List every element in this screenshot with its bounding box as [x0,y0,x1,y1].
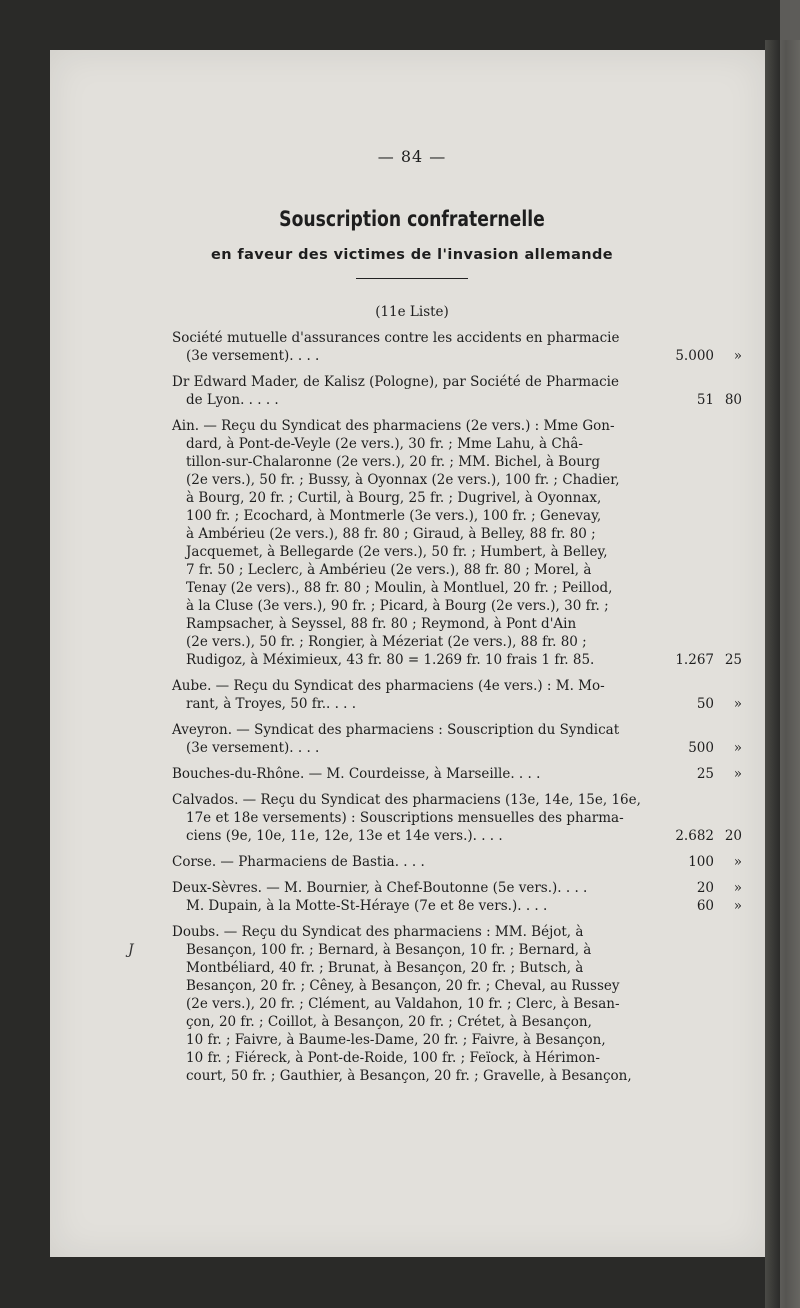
entry-line: Besançon, 20 fr. ; Cêney, à Besançon, 20 fr. ; Cheval, au Russey [186,978,620,994]
entry-line: ciens (9e, 10e, 11e, 12e, 13e et 14e vers.). . . . [186,828,503,844]
entry-line: dard, à Pont-de-Veyle (2e vers.), 30 fr. ; Mme Lahu, à Châ- [186,436,583,452]
amount-francs: 100 [688,854,714,870]
entry-line: Dr Edward Mader, de Kalisz (Pologne), par Société de Pharmacie [172,374,619,390]
entry-line: (3e versement). . . . [186,348,320,364]
amount-francs: 60 [696,898,714,914]
entry-line: court, 50 fr. ; Gauthier, à Besançon, 20 fr. ; Gravelle, à Besançon, [186,1068,632,1084]
amount-francs: 20 [696,880,714,896]
book-edge-strip [780,0,800,1308]
entry-amount [654,765,744,783]
entry-line: Calvados. — Reçu du Syndicat des pharmaciens (13e, 14e, 15e, 16e, [172,792,641,808]
subscription-entry [172,923,652,1085]
entry-line: Aveyron. — Syndicat des pharmaciens : Souscription du Syndicat [172,722,620,738]
subscription-entry [172,721,742,757]
amount-francs: 51 [696,392,714,408]
amount-francs: 5.000 [675,348,714,364]
entry-amount [654,897,744,915]
entry-line: Aube. — Reçu du Syndicat des pharmaciens (4e vers.) : M. Mo- [172,678,605,694]
entries-list [172,329,742,1085]
entry-line: à la Cluse (3e vers.), 90 fr. ; Picard, à Bourg (2e vers.), 30 fr. ; [186,598,609,614]
amount-francs: 500 [688,740,714,756]
entry-line: (2e vers.), 50 fr. ; Bussy, à Oyonnax (2e vers.), 100 fr. ; Chadier, [186,472,620,488]
amount-francs: 25 [696,766,714,782]
entry-line: 10 fr. ; Faivre, à Baume-les-Dame, 20 fr. ; Faivre, à Besançon, [186,1032,606,1048]
amount-francs: 2.682 [675,828,714,844]
entry-line: Montbéliard, 40 fr. ; Brunat, à Besançon, 20 fr. ; Butsch, à [186,960,584,976]
title-rule [356,278,468,279]
page-subtitle: en faveur des victimes de l'invasion allemande [210,247,614,263]
amount-cents: » [733,898,742,914]
entry-line: Jacquemet, à Bellegarde (2e vers.), 50 fr. ; Humbert, à Belley, [186,544,608,560]
entry-amount [654,347,744,365]
entry-line: Rampsacher, à Seyssel, 88 fr. 80 ; Reymond, à Pont d'Ain [186,616,577,632]
subscription-entry [172,897,742,915]
amount-cents: 80 [724,392,742,408]
margin-mark: J [128,942,134,958]
subscription-entry [172,853,742,871]
amount-francs: 1.267 [675,652,714,668]
subscription-entry [172,879,742,897]
entry-line: M. Dupain, à la Motte-St-Héraye (7e et 8e vers.). . . . [186,898,548,914]
entry-amount [654,695,744,713]
entry-line: (2e vers.), 20 fr. ; Clément, au Valdahon, 10 fr. ; Clerc, à Besan- [186,996,620,1012]
entry-line: Doubs. — Reçu du Syndicat des pharmaciens : MM. Béjot, à [172,924,584,940]
entry-amount [654,827,744,845]
entry-line: çon, 20 fr. ; Coillot, à Besançon, 20 fr. ; Crétet, à Besançon, [186,1014,592,1030]
entry-line: 17e et 18e versements) : Souscriptions mensuelles des pharma- [186,810,624,826]
subscription-entry [172,791,742,845]
entry-line: à Ambérieu (2e vers.), 88 fr. 80 ; Giraud, à Belley, 88 fr. 80 ; [186,526,596,542]
entry-line: à Bourg, 20 fr. ; Curtil, à Bourg, 25 fr. ; Dugrivel, à Oyonnax, [186,490,602,506]
entry-line: Corse. — Pharmaciens de Bastia. . . . [172,854,425,870]
entry-line: Besançon, 100 fr. ; Bernard, à Besançon, 10 fr. ; Bernard, à [186,942,592,958]
page-title: Souscription confraternelle [279,207,545,231]
subscription-entry [172,417,742,669]
amount-cents: » [733,766,742,782]
subscription-entry [172,373,742,409]
entry-amount [654,879,744,897]
entry-line: Bouches-du-Rhône. — M. Courdeisse, à Marseille. . . . [172,766,541,782]
list-label: (11e Liste) [375,304,449,320]
entry-line: (2e vers.), 50 fr. ; Rongier, à Mézeriat (2e vers.), 88 fr. 80 ; [186,634,587,650]
entry-amount [654,391,744,409]
amount-cents: » [733,696,742,712]
amount-cents: 20 [724,828,742,844]
amount-cents: » [733,854,742,870]
entry-line: Tenay (2e vers)., 88 fr. 80 ; Moulin, à Montluel, 20 fr. ; Peillod, [186,580,613,596]
entry-line: Deux-Sèvres. — M. Bournier, à Chef-Boutonne (5e vers.). . . . [172,880,588,896]
subscription-entry [172,677,742,713]
entry-line: 7 fr. 50 ; Leclerc, à Ambérieu (2e vers.), 88 fr. 80 ; Morel, à [186,562,592,578]
entry-line: rant, à Troyes, 50 fr.. . . . [186,696,357,712]
amount-cents: 25 [724,652,742,668]
entry-line: de Lyon. . . . . [186,392,279,408]
amount-cents: » [733,880,742,896]
entry-line: (3e versement). . . . [186,740,320,756]
subscription-entry [172,765,742,783]
entry-line: tillon-sur-Chalaronne (2e vers.), 20 fr. ; MM. Bichel, à Bourg [186,454,601,470]
entry-line: 100 fr. ; Ecochard, à Montmerle (3e vers.), 100 fr. ; Genevay, [186,508,602,524]
entry-amount [654,853,744,871]
entry-line: Rudigoz, à Méximieux, 43 fr. 80 = 1.269 fr. 10 frais 1 fr. 85. [186,652,595,668]
entry-amount [654,651,744,669]
amount-francs: 50 [696,696,714,712]
subscription-entry [172,329,742,365]
entry-amount [654,739,744,757]
entry-line: Ain. — Reçu du Syndicat des pharmaciens (2e vers.) : Mme Gon- [172,418,615,434]
page-number: — 84 — [377,147,447,166]
amount-cents: » [733,740,742,756]
page-content [172,147,742,1093]
entry-line: Société mutuelle d'assurances contre les accidents en pharmacie [172,330,620,346]
entry-line: 10 fr. ; Fiéreck, à Pont-de-Roide, 100 fr. ; Feïock, à Hérimon- [186,1050,600,1066]
amount-cents: » [733,348,742,364]
